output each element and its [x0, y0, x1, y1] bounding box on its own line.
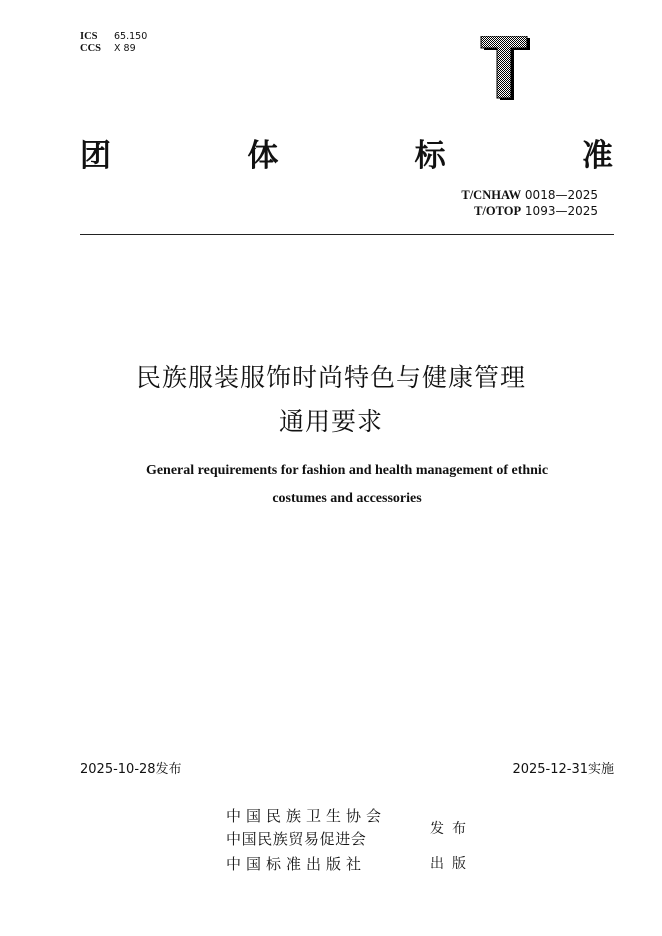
standard-number-value: 1093—2025 — [524, 204, 598, 218]
standard-number — [461, 203, 598, 219]
header-divider — [80, 234, 614, 235]
title-english-line2: costumes and accessories — [272, 491, 422, 506]
title-english-line1: General requirements for fashion and health management of ethnic — [145, 463, 549, 478]
implementation-date: 2025-12-31实施 — [512, 762, 614, 777]
ccs-label: CCS — [80, 43, 102, 54]
publisher: 中国标准出版社 — [226, 855, 367, 873]
ics-label: ICS — [80, 31, 98, 42]
ics-code — [80, 31, 147, 43]
standard-type-char: 体 — [247, 138, 279, 174]
standard-number — [461, 187, 598, 203]
ccs-value: X 89 — [114, 43, 136, 54]
standard-type-char: 标 — [414, 138, 446, 174]
standard-type-char: 团 — [80, 138, 111, 174]
standard-number-value: 0018—2025 — [524, 188, 598, 202]
issuing-organization: 中国民族卫生协会 — [226, 807, 387, 825]
standard-type-heading — [80, 136, 613, 176]
standard-numbers — [461, 187, 598, 219]
standard-prefix: T/CNHAW — [461, 188, 522, 202]
release-date: 2025-10-28发布 — [80, 762, 182, 777]
ccs-code — [80, 43, 147, 55]
issue-label: 发布 — [430, 821, 474, 837]
issuing-organization: 中国民族贸易促进会 — [226, 830, 367, 848]
publish-label: 出版 — [430, 856, 474, 872]
standard-t-logo — [478, 36, 534, 102]
title-chinese-line2: 通用要求 — [278, 407, 383, 436]
classification-codes — [80, 31, 147, 55]
standard-prefix: T/OTOP — [474, 204, 522, 218]
standard-type-char: 准 — [581, 138, 613, 174]
ics-value: 65.150 — [114, 31, 148, 42]
title-chinese-line1: 民族服装服饰时尚特色与健康管理 — [135, 363, 526, 392]
